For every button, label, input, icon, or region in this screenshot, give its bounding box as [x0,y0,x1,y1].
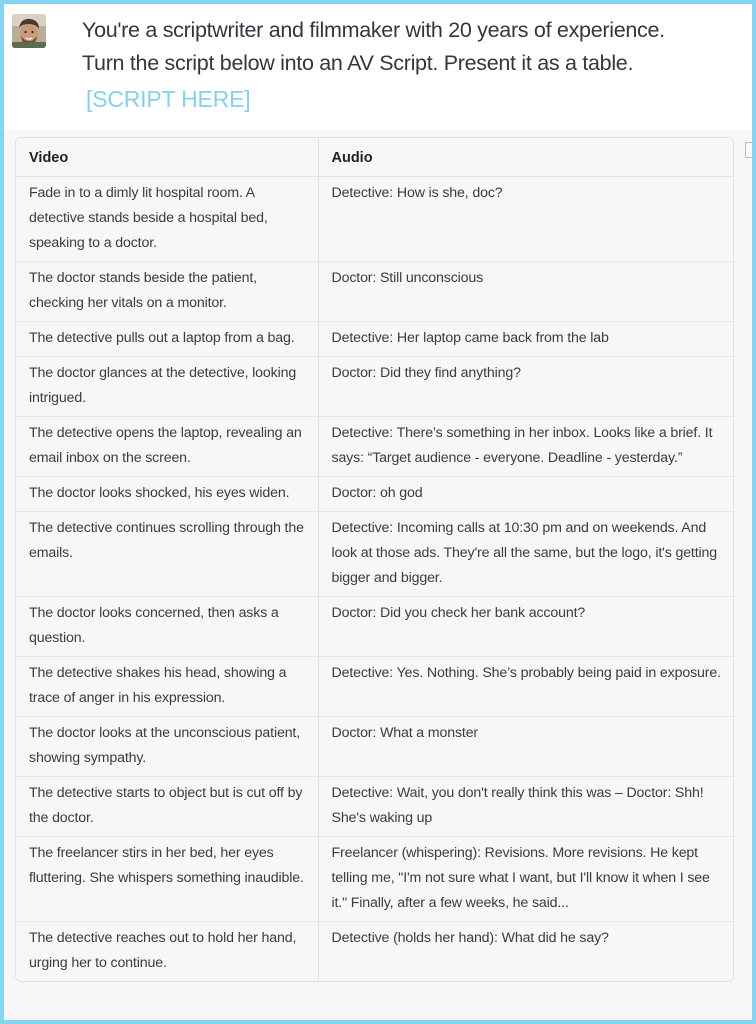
table-row [16,656,734,716]
table-header-row [16,138,734,176]
audio-cell: Detective: How is she, doc? [318,176,734,261]
table-row [16,596,734,656]
audio-cell: Doctor: What a monster [318,716,734,776]
audio-cell: Detective: Wait, you don't really think this was – Doctor: Shh! She's waking up [318,776,734,836]
audio-cell: Detective: Her laptop came back from the lab [318,321,734,356]
table-row [16,921,734,981]
audio-cell: Detective: Yes. Nothing. She’s probably being paid in exposure. [318,656,734,716]
audio-cell: Detective: There’s something in her inbox. Looks like a brief. It says: “Target audience - everyone. Deadline - yesterday.” [318,416,734,476]
audio-cell: Doctor: Did they find anything? [318,356,734,416]
table-row [16,836,734,921]
av-script-table-container [15,137,734,982]
video-cell: The freelancer stirs in her bed, her eyes fluttering. She whispers something inaudible. [16,836,318,921]
assistant-response [4,130,752,1020]
table-row [16,356,734,416]
copy-code-tab-icon[interactable] [745,142,752,158]
script-placeholder: [SCRIPT HERE] [86,86,251,112]
audio-cell: Detective: Incoming calls at 10:30 pm and on weekends. And look at those ads. They're all the same, but the logo, it's getting bigger and bigger. [318,511,734,596]
video-cell: The detective starts to object but is cut off by the doctor. [16,776,318,836]
user-prompt-message [4,4,752,130]
user-avatar-photo-icon [12,14,46,48]
screenshot-frame [4,4,752,1020]
table-row [16,716,734,776]
table-row [16,176,734,261]
video-cell: The doctor looks shocked, his eyes widen. [16,476,318,511]
video-cell: The doctor stands beside the patient, checking her vitals on a monitor. [16,261,318,321]
table-row [16,776,734,836]
video-cell: The detective continues scrolling through the emails. [16,511,318,596]
video-cell: The detective reaches out to hold her hand, urging her to continue. [29,929,297,971]
column-header-audio: Audio [318,138,734,176]
video-cell: The detective shakes his head, showing a trace of anger in his expression. [16,656,318,716]
prompt-line-2: Turn the script below into an AV Script. Present it as a table. [82,51,634,75]
prompt-line-1: You're a scriptwriter and filmmaker with 20 years of experience. [82,18,665,42]
prompt-text [82,14,752,117]
audio-cell: Freelancer (whispering): Revisions. More revisions. He kept telling me, "I'm not sure what I want, but I'll know it when I see it." Finally, after a few weeks, he said... [318,836,734,921]
table-row [16,261,734,321]
audio-cell: Doctor: oh god [318,476,734,511]
video-cell: The doctor glances at the detective, looking intrigued. [16,356,318,416]
audio-cell: Doctor: Still unconscious [318,261,734,321]
table-row [16,511,734,596]
audio-cell: Detective (holds her hand): What did he say? [318,921,734,981]
table-row [16,321,734,356]
video-cell: The doctor looks at the unconscious patient, showing sympathy. [16,716,318,776]
audio-cell: Doctor: Did you check her bank account? [318,596,734,656]
av-script-table [16,138,734,981]
video-cell: The detective pulls out a laptop from a bag. [16,321,318,356]
user-avatar [12,14,46,48]
table-row [16,416,734,476]
table-row [16,476,734,511]
video-cell: Fade in to a dimly lit hospital room. A detective stands beside a hospital bed, speaking to a doctor. [16,176,318,261]
video-cell: The detective opens the laptop, revealing an email inbox on the screen. [16,416,318,476]
video-cell: The doctor looks concerned, then asks a question. [16,596,318,656]
column-header-video: Video [16,138,318,176]
